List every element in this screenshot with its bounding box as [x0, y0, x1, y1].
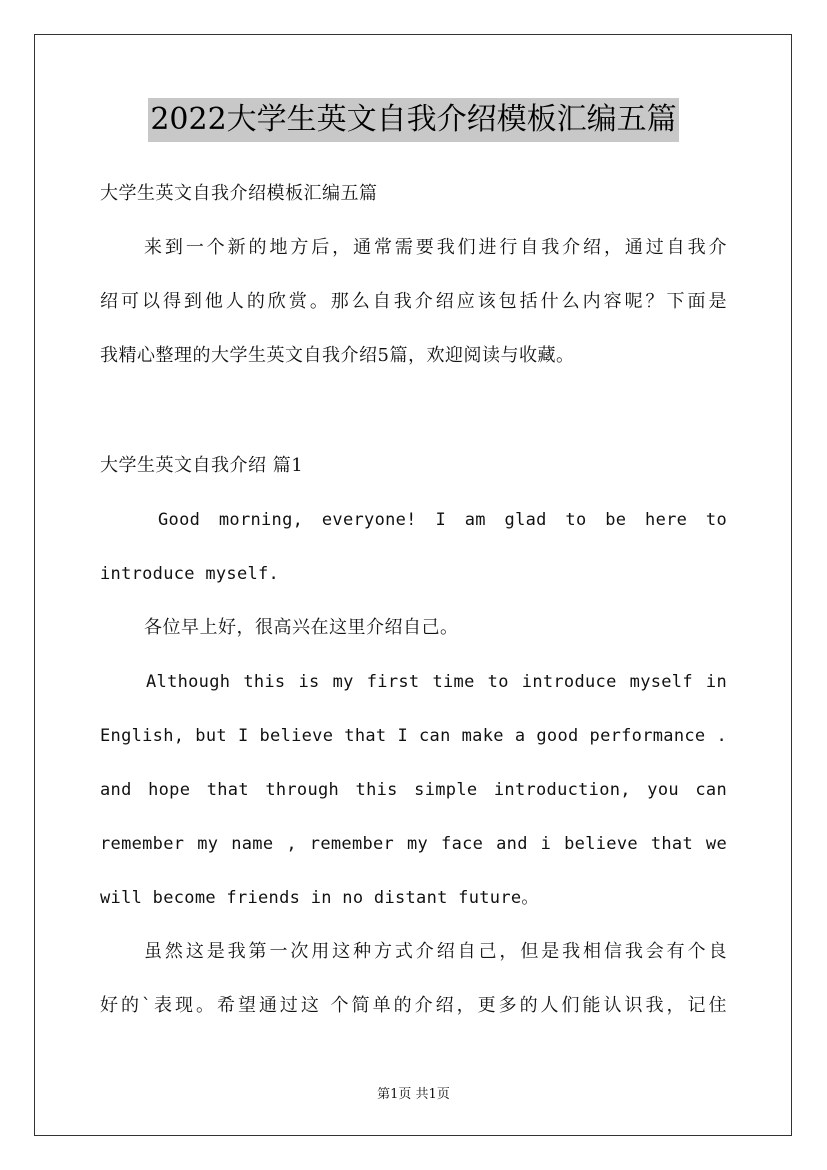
page-footer: 第1页 共1页	[377, 1087, 450, 1102]
paragraph-line: 虽然这是我第一次用这种方式介绍自己，但是我相信我会有个良	[144, 941, 727, 962]
title-container	[0, 98, 827, 142]
intro-line: 绍可以得到他人的欣赏。那么自我介绍应该包括什么内容呢？下面是	[100, 291, 727, 312]
paragraph-line: 各位早上好，很高兴在这里介绍自己。	[144, 617, 459, 638]
paragraph-line: remember my name , remember my face and i believe that we	[100, 834, 727, 854]
intro-line: 来到一个新的地方后，通常需要我们进行自我介绍，通过自我介	[144, 237, 727, 258]
intro-line: 我精心整理的大学生英文自我介绍5篇，欢迎阅读与收藏。	[100, 345, 575, 366]
paragraph-line: will become friends in no distant future。	[100, 888, 539, 908]
paragraph-line: 好的`表现。希望通过这 个简单的介绍，更多的人们能认识我，记住	[100, 995, 727, 1016]
paragraph-line: Good morning, everyone! I am glad to be here to	[158, 510, 727, 530]
section-heading: 大学生英文自我介绍 篇1	[100, 455, 304, 476]
paragraph-line: and hope that through this simple introduction, you can	[100, 780, 727, 800]
paragraph-line: English, but I believe that I can make a good performance .	[100, 726, 727, 746]
subtitle: 大学生英文自我介绍模板汇编五篇	[100, 183, 378, 204]
document-title: 2022大学生英文自我介绍模板汇编五篇	[148, 98, 678, 142]
paragraph-line: introduce myself.	[100, 564, 280, 584]
paragraph-line: Although this is my first time to introduce myself in	[146, 672, 727, 692]
